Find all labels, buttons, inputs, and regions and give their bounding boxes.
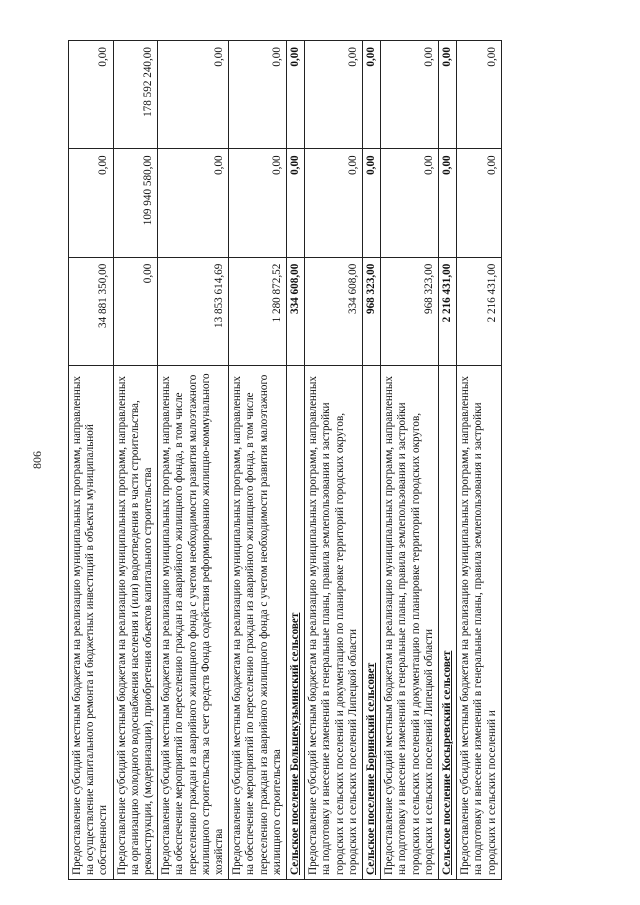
budget-table-body	[69, 41, 502, 880]
row-name: Предоставление субсидий местным бюджетам на реализацию муниципальных программ, направленных на осуществление капитального ремонта и бюджетных инвестиций в объекты муниципальной собственности	[69, 366, 114, 880]
row-value-3: 0,00	[363, 41, 381, 149]
row-value-3: 0,00	[229, 41, 287, 149]
row-value-1: 334 608,00	[287, 257, 305, 365]
table-row	[229, 41, 287, 880]
settlement-name: Сельское поселение Большекузьминский сельсовет	[287, 366, 305, 880]
settlement-name: Сельское поселение Боринский сельсовет	[363, 366, 381, 880]
row-value-2: 0,00	[229, 149, 287, 257]
row-value-1: 0,00	[113, 257, 158, 365]
row-value-3: 0,00	[69, 41, 114, 149]
row-value-2: 0,00	[158, 149, 229, 257]
table-row	[113, 41, 158, 880]
row-value-2: 0,00	[439, 149, 457, 257]
settlement-name: Сельское поселение Косыревский сельсовет	[439, 366, 457, 880]
settlement-row	[287, 41, 305, 880]
row-value-2: 109 940 580,00	[113, 149, 158, 257]
row-value-2: 0,00	[381, 149, 439, 257]
row-value-1: 1 280 872,52	[229, 257, 287, 365]
table-row	[305, 41, 363, 880]
row-name: Предоставление субсидий местным бюджетам на реализацию муниципальных программ, направленных на подготовку и внесение изменений в генеральные планы, правила землепользования и застройки городских и сельских поселений и	[457, 366, 502, 880]
row-value-1: 334 608,00	[305, 257, 363, 365]
document-page	[30, 40, 588, 880]
table-row	[457, 41, 502, 880]
table-row	[158, 41, 229, 880]
budget-table	[68, 40, 502, 880]
row-value-2: 0,00	[69, 149, 114, 257]
row-value-2: 0,00	[363, 149, 381, 257]
row-name: Предоставление субсидий местным бюджетам на реализацию муниципальных программ, направленных на организацию холодного водоснабжения населения и (или) водоотведения в части строительства, реконструкции, (модернизации), приобретения объектов капитального строительства	[113, 366, 158, 880]
page-number: 806	[30, 451, 44, 469]
row-value-1: 968 323,00	[363, 257, 381, 365]
row-value-1: 2 216 431,00	[439, 257, 457, 365]
row-name: Предоставление субсидий местным бюджетам на реализацию муниципальных программ, направленных на подготовку и внесение изменений в генеральные планы, правила землепользования и застройки городских и сельских поселений и документацию по планировке территорий городских округов, городских и сельских поселений Липецкой области	[305, 366, 363, 880]
row-value-1: 2 216 431,00	[457, 257, 502, 365]
row-value-1: 34 881 350,00	[69, 257, 114, 365]
row-value-3: 0,00	[305, 41, 363, 149]
row-value-1: 13 853 614,69	[158, 257, 229, 365]
row-value-3: 0,00	[158, 41, 229, 149]
row-name: Предоставление субсидий местным бюджетам на реализацию муниципальных программ, направленных на обеспечение мероприятий по переселению граждан из аварийного жилищного фонда, в том числе переселению граждан из аварийного жилищного фонда с учетом необходимости развития малоэтажного жилищного строительства за счет средств Фонда содействия реформированию жилищно-коммунального хозяйства	[158, 366, 229, 880]
row-value-2: 0,00	[287, 149, 305, 257]
row-name: Предоставление субсидий местным бюджетам на реализацию муниципальных программ, направленных на подготовку и внесение изменений в генеральные планы, правила землепользования и застройки городских и сельских поселений и документацию по планировке территорий городских округов, городских и сельских поселений Липецкой области	[381, 366, 439, 880]
row-value-3: 0,00	[381, 41, 439, 149]
row-value-1: 968 323,00	[381, 257, 439, 365]
table-row	[69, 41, 114, 880]
row-value-3: 178 592 240,00	[113, 41, 158, 149]
row-value-2: 0,00	[457, 149, 502, 257]
row-value-3: 0,00	[457, 41, 502, 149]
row-name: Предоставление субсидий местным бюджетам на реализацию муниципальных программ, направленных на обеспечение мероприятий по переселению граждан из аварийного жилищного фонда, в том числе переселению граждан из аварийного жилищного фонда с учетом необходимости развития малоэтажного жилищного строительства	[229, 366, 287, 880]
row-value-3: 0,00	[287, 41, 305, 149]
row-value-3: 0,00	[439, 41, 457, 149]
row-value-2: 0,00	[305, 149, 363, 257]
settlement-row	[439, 41, 457, 880]
table-row	[381, 41, 439, 880]
settlement-row	[363, 41, 381, 880]
